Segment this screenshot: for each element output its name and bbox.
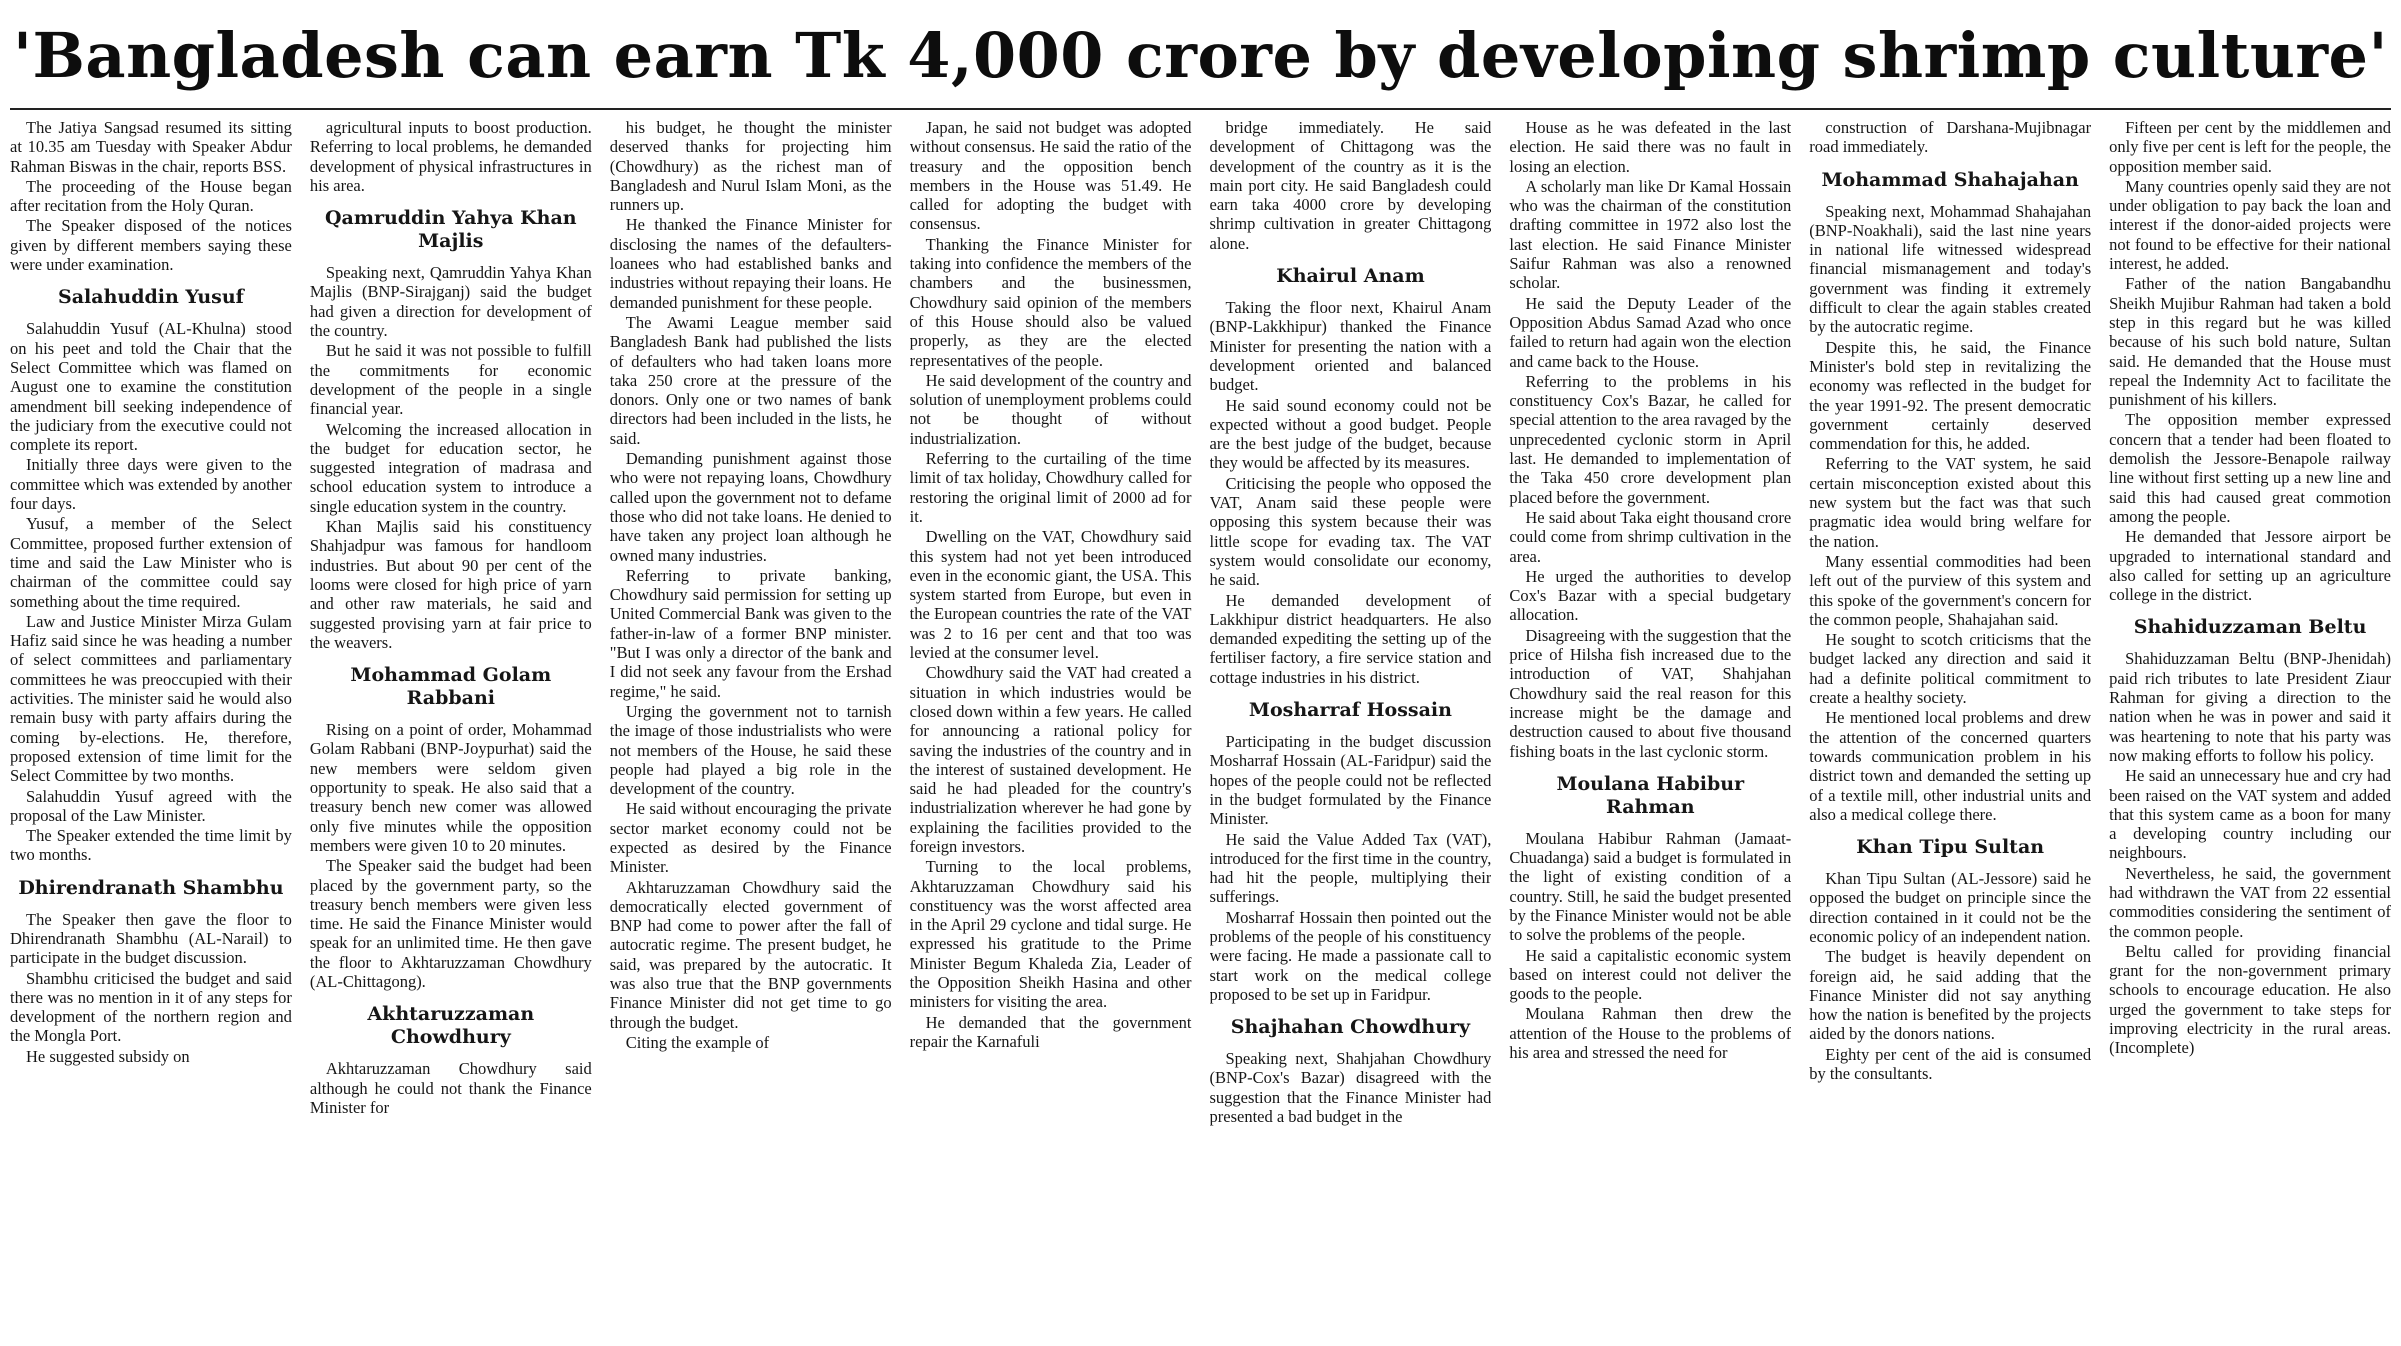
article-paragraph: The Speaker disposed of the notices given by different members saying these were under examination. <box>10 216 292 275</box>
speaker-subheading: Shajhahan Chowdhury <box>1230 1016 1471 1039</box>
article-paragraph: Demanding punishment against those who were not repaying loans, Chowdhury called upon the government not to defame those who did not take loans. He denied to have taken any project loan although he owned many industries. <box>609 449 892 565</box>
article-paragraph: Shahiduzzaman Beltu (BNP-Jhenidah) paid rich tributes to late President Ziaur Rahman for giving a direction to the nation when he was in power and said it was heartening to note that his party was now making efforts to follow his policy. <box>2109 649 2391 765</box>
article-paragraph: Referring to private banking, Chowdhury said permission for setting up United Commercial Bank was given to the father-in-law of a former BNP minister. "But I was only a director of the bank and I did not seek any favour from the Ershad regime," he said. <box>609 565 892 701</box>
article-paragraph: bridge immediately. He said development of Chittagong was the development of the country as it is the main port city. He said Bangladesh could earn taka 4000 crore by developing shrimp cultivation in greater Chittagong alone. <box>1209 118 1492 253</box>
article-paragraph: The budget is heavily dependent on foreign aid, he said adding that the Finance Minister did not say anything how the nation is benefited by the projects aided by the donors nations. <box>1809 947 2092 1044</box>
article-paragraph: He demanded that the government repair the Karnafuli <box>909 1012 1192 1051</box>
article-column <box>310 118 592 1340</box>
speaker-subheading: Qamruddin Yahya Khan Majlis <box>324 207 577 253</box>
article-column <box>1509 118 1791 1340</box>
article-paragraph: Akhtaruzzaman Chowdhury said although he could not thank the Finance Minister for <box>309 1059 592 1117</box>
speaker-subheading: Salahuddin Yusuf <box>58 286 244 309</box>
article-paragraph: Khan Majlis said his constituency Shahjadpur was famous for handloom industries. But about 90 per cent of the looms were closed for high price of yarn and other raw materials, he said and suggested provising yarn at fair price to the weavers. <box>309 517 592 652</box>
article-paragraph: He said a capitalistic economic system based on interest could not deliver the goods to the people. <box>1509 945 1792 1004</box>
article-paragraph: Welcoming the increased allocation in the budget for education sector, he suggested integration of madrasa and school education system to introduce a single education system in the country. <box>309 419 592 516</box>
article-paragraph: Many essential commodities had been left out of the purview of this system and this spoke of the government's concern for the common people, Shahajahan said. <box>1809 551 2092 629</box>
speaker-subheading: Shahiduzzaman Beltu <box>2133 616 2367 639</box>
speaker-subheading: Mosharraf Hossain <box>1248 699 1452 722</box>
article-paragraph: The Speaker said the budget had been placed by the government party, so the treasury bench members were given less time. He said the Finance Minister would speak for an unlimited time. He then gave the floor to Akhtaruzzaman Chowdhury (AL-Chittagong). <box>309 856 592 991</box>
article-paragraph: Beltu called for providing financial grant for the non-government primary schools to encourage education. He also urged the government to take steps for improving electricity in the rural areas. (Incomplete) <box>2109 941 2391 1058</box>
article-column <box>2109 118 2391 1340</box>
article-paragraph: But he said it was not possible to fulfill the commitments for economic development of the people in a single financial year. <box>309 341 592 419</box>
article-paragraph: He mentioned local problems and drew the attention of the concerned quarters towards communication problem in his district town and demanded the setting up of a textile mill, other industrial units and also a medical college there. <box>1809 708 2092 824</box>
speaker-subheading: Moulana Habibur Rahman <box>1556 772 1745 818</box>
article-paragraph: He said development of the country and solution of unemployment problems could not be thought of without industrialization. <box>909 370 1192 448</box>
article-paragraph: Yusuf, a member of the Select Committee, proposed further extension of time and said the Law Minister who is chairman of the committee could say something about the time required. <box>10 514 292 611</box>
article-paragraph: Moulana Rahman then drew the attention of the House to the problems of his area and stressed the need for <box>1509 1004 1792 1063</box>
headline-rule <box>10 108 2391 110</box>
article-paragraph: Speaking next, Shahjahan Chowdhury (BNP-Cox's Bazar) disagreed with the suggestion that the Finance Minister had presented a bad budget in the <box>1209 1049 1492 1127</box>
article-column <box>610 118 892 1340</box>
article-paragraph: agricultural inputs to boost production. Referring to local problems, he demanded development of physical infrastructures in his area. <box>309 118 592 195</box>
article-paragraph: Taking the floor next, Khairul Anam (BNP-Lakkhipur) thanked the Finance Minister for presenting the nation with a development oriented and balanced budget. <box>1209 298 1492 395</box>
article-paragraph: Many countries openly said they are not under obligation to pay back the loan and interest if the donor-aided projects were not found to be effective for their national interest, he added. <box>2109 176 2391 274</box>
speaker-subheading: Khairul Anam <box>1276 265 1425 288</box>
article-paragraph: Despite this, he said, the Finance Minister's bold step in revitalizing the economy was reflected in the budget for the year 1991-92. The present democratic government certainly deserved commendation for this, he added. <box>1809 337 2092 454</box>
article-paragraph: Disagreeing with the suggestion that the price of Hilsha fish increased due to the introduction of VAT, Shahjahan Chowdhury said the real reason for this increase might be the damage and destruction caused to about five thousand fishing boats in the last cyclonic storm. <box>1509 625 1792 761</box>
article-paragraph: Shambhu criticised the budget and said there was no mention in it of any steps for development of the northern region and the Mongla Port. <box>10 968 292 1046</box>
article-paragraph: The Speaker then gave the floor to Dhirendranath Shambhu (AL-Narail) to participate in the budget discussion. <box>10 909 292 968</box>
article-paragraph: Japan, he said not budget was adopted without consensus. He said the ratio of the treasury and the opposition bench members in the House was 51.49. He called for adopting the budget with consensus. <box>909 118 1192 234</box>
article-paragraph: House as he was defeated in the last election. He said there was no fault in losing an election. <box>1509 118 1792 176</box>
article-paragraph: He urged the authorities to develop Cox's Bazar with a special budgetary allocation. <box>1509 566 1792 625</box>
article-paragraph: Referring to the curtailing of the time limit of tax holiday, Chowdhury called for restoring the original limit of 2000 ad for it. <box>909 449 1192 526</box>
headline: 'Bangladesh can earn Tk 4,000 crore by developing shrimp culture' <box>13 19 2388 92</box>
article-paragraph: Mosharraf Hossain then pointed out the problems of the people of his constituency were facing. He made a passionate call to start work on the medical college proposed to be set up in Faridpur. <box>1209 907 1492 1004</box>
article-paragraph: Khan Tipu Sultan (AL-Jessore) said he opposed the budget on principle since the direction contained in it could not be the economic policy of an independent nation. <box>1809 869 2092 946</box>
speaker-subheading: Khan Tipu Sultan <box>1856 836 2045 859</box>
article-paragraph: Akhtaruzzaman Chowdhury said the democratically elected government of BNP had come to power after the fall of autocratic regime. The present budget, he said, was prepared by the autocratic. It was also true that the BNP governments Finance Minister did not get time to go through the budget. <box>609 877 892 1032</box>
article-paragraph: Urging the government not to tarnish the image of those industrialists who were not members of the House, he said these people had played a big role in the development of the country. <box>609 701 892 799</box>
article-paragraph: Nevertheless, he said, the government had withdrawn the VAT from 22 essential commodities considering the sentiment of the common people. <box>2109 863 2391 941</box>
article-paragraph: Father of the nation Bangabandhu Sheikh Mujibur Rahman had taken a bold step in this regard but he was killed because of his such bold nature, Sultan said. He demanded that the House must repeal the Indemnity Act to facilitate the punishment of his killers. <box>2109 274 2391 410</box>
article-paragraph: Fifteen per cent by the middlemen and only five per cent is left for the people, the opposition member said. <box>2109 118 2391 176</box>
article-column <box>10 118 292 1340</box>
article-paragraph: Eighty per cent of the aid is consumed by the consultants. <box>1809 1044 2092 1084</box>
speaker-subheading: Mohammad Shahajahan <box>1821 168 2079 191</box>
article-paragraph: construction of Darshana-Mujibnagar road immediately. <box>1809 118 2092 157</box>
article-paragraph: He said an unnecessary hue and cry had been raised on the VAT system and added that this system came as a boon for many a developing country including our neighbours. <box>2109 766 2391 863</box>
article-paragraph: The proceeding of the House began after recitation from the Holy Quran. <box>10 176 292 216</box>
article-paragraph: Salahuddin Yusuf agreed with the proposal of the Law Minister. <box>10 786 292 825</box>
article-paragraph: A scholarly man like Dr Kamal Hossain who was the chairman of the constitution drafting committee in 1972 also lost the last election. He said Finance Minister Saifur Rahman was also a renowned scholar. <box>1509 176 1792 293</box>
article-paragraph: He said the Deputy Leader of the Opposition Abdus Samad Azad who once failed to return had again won the election and came back to the House. <box>1509 293 1792 371</box>
article-paragraph: Initially three days were given to the committee which was extended by another four days. <box>10 455 292 514</box>
article-paragraph: Speaking next, Mohammad Shahajahan (BNP-Noakhali), said the last nine years in national life witnessed widespread financial mismanagement and today's government was finding it extremely difficult to clear the again stables created by the autocratic regime. <box>1809 201 2092 337</box>
article-paragraph: Moulana Habibur Rahman (Jamaat-Chuadanga) said a budget is formulated in the light of existing condition of a country. Still, he said the budget presented by the Finance Minister would not be able to solve the problems of the people. <box>1509 828 1792 945</box>
article-paragraph: The Awami League member said Bangladesh Bank had published the lists of defaulters who had taken loans more taka 250 crore at the pressure of the donors. Only one or two names of bank directors had been included in the lists, he said. <box>609 312 892 448</box>
article-paragraph: Participating in the budget discussion Mosharraf Hossain (AL-Faridpur) said the hopes of the people could not be reflected in the budget formulated by the Finance Minister. <box>1209 732 1492 829</box>
article-paragraph: Thanking the Finance Minister for taking into confidence the members of the chambers and the businessmen, Chowdhury said opinion of the members of this House should also be valued properly, as they are the elected representatives of the people. <box>909 234 1192 370</box>
article-columns <box>10 118 2391 1340</box>
article-paragraph: He thanked the Finance Minister for disclosing the names of the defaulters-loanees who had established banks and industries without repaying their loans. He demanded punishment for these people. <box>609 215 892 312</box>
article-paragraph: He said without encouraging the private sector market economy could not be expected as desired by the Finance Minister. <box>609 799 892 877</box>
speaker-subheading: Mohammad Golam Rabbani <box>350 664 552 710</box>
article-paragraph: He sought to scotch criticisms that the budget lacked any direction and said it had a definite political commitment to create a healthy society. <box>1809 630 2092 708</box>
article-paragraph: The Speaker extended the time limit by two months. <box>10 826 292 865</box>
speaker-subheading: Akhtaruzzaman Chowdhury <box>367 1003 535 1049</box>
speaker-subheading: Dhirendranath Shambhu <box>18 876 284 899</box>
article-paragraph: He said about Taka eight thousand crore could come from shrimp cultivation in the area. <box>1509 507 1792 566</box>
article-paragraph: He suggested subsidy on <box>26 1046 190 1066</box>
article-paragraph: his budget, he thought the minister deserved thanks for projecting him (Chowdhury) as the richest man of Bangladesh and Nurul Islam Moni, as the runners up. <box>609 118 892 215</box>
article-paragraph: Law and Justice Minister Mirza Gulam Hafiz said since he was heading a number of select committees and parliamentary committees he was preoccupied with their activities. The minister said he would also remain busy with party affairs during the coming by-elections. He, therefore, proposed extension of time limit for the Select Committee by two months. <box>10 611 292 786</box>
article-column <box>910 118 1192 1340</box>
article-paragraph: The opposition member expressed concern that a tender had been floated to demolish the Jessore-Benapole railway line without first setting up a new line and said this had caused great commotion among the people. <box>2109 410 2391 526</box>
article-paragraph: The Jatiya Sangsad resumed its sitting at 10.35 am Tuesday with Speaker Abdur Rahman Biswas in the chair, reports BSS. <box>10 118 292 176</box>
article-paragraph: Referring to the problems in his constituency Cox's Bazar, he called for special attention to the area ravaged by the unprecedented cyclonic storm in April last. He demanded to implementation of the Taka 450 crore development plan placed before the government. <box>1509 371 1792 507</box>
article-paragraph: Rising on a point of order, Mohammad Golam Rabbani (BNP-Joypurhat) said the new members were seldom given opportunity to speak. He also said that a treasury bench new comer was allowed only five minutes while the opposition members were given 10 to 20 minutes. <box>309 720 592 855</box>
article-paragraph: Turning to the local problems, Akhtaruzzaman Chowdhury said his constituency was the worst affected area in the April 29 cyclone and tidal surge. He expressed his gratitude to the Prime Minister Begum Khaleda Zia, Leader of the Opposition Sheikh Hasina and other ministers for visiting the area. <box>909 857 1192 1012</box>
article-column <box>1809 118 2091 1340</box>
article-paragraph: Salahuddin Yusuf (AL-Khulna) stood on his peet and told the Chair that the Select Committee which was flamed on August one to examine the constitution amendment bill seeking independence of the judiciary from the executive could not complete its report. <box>10 319 292 455</box>
article-paragraph: He demanded development of Lakkhipur district headquarters. He also demanded expediting the setting up of the fertiliser factory, a fire service station and cottage industries in his district. <box>1209 590 1492 687</box>
article-paragraph: Criticising the people who opposed the VAT, Anam said these people were opposing this system because their was little scope for evading tax. The VAT system would consolidate our economy, he said. <box>1209 473 1492 590</box>
article-paragraph: Referring to the VAT system, he said certain misconception existed about this new system but the fact was that such pragmatic idea would bring welfare for the nation. <box>1809 454 2092 551</box>
article-paragraph: He said the Value Added Tax (VAT), introduced for the first time in the country, had hit the people, multiplying their sufferings. <box>1209 829 1492 907</box>
article-paragraph: Speaking next, Qamruddin Yahya Khan Majlis (BNP-Sirajganj) said the budget had given a direction for development of the country. <box>309 263 592 341</box>
article-paragraph: Citing the example of <box>625 1032 770 1052</box>
article-column <box>1210 118 1492 1340</box>
article-paragraph: He demanded that Jessore airport be upgraded to international standard and also called for setting up an agriculture college in the district. <box>2109 527 2391 605</box>
article-paragraph: Chowdhury said the VAT had created a situation in which industries would be closed down within a few years. He called for announcing a rational policy for saving the industries of the country and in the interest of sustained development. He said he had pleaded for the country's industrialization wherever he had gone by explaining the facilities provided to the foreign investors. <box>909 663 1192 856</box>
article-paragraph: He said sound economy could not be expected without a good budget. People are the best judge of the budget, because they would be affected by its measures. <box>1209 395 1492 473</box>
article-paragraph: Dwelling on the VAT, Chowdhury said this system had not yet been introduced even in the economic giant, the USA. This system started from Europe, but even in the European countries the rate of the VAT was 2 to 16 per cent and that too was levied at the consumer level. <box>909 527 1192 663</box>
